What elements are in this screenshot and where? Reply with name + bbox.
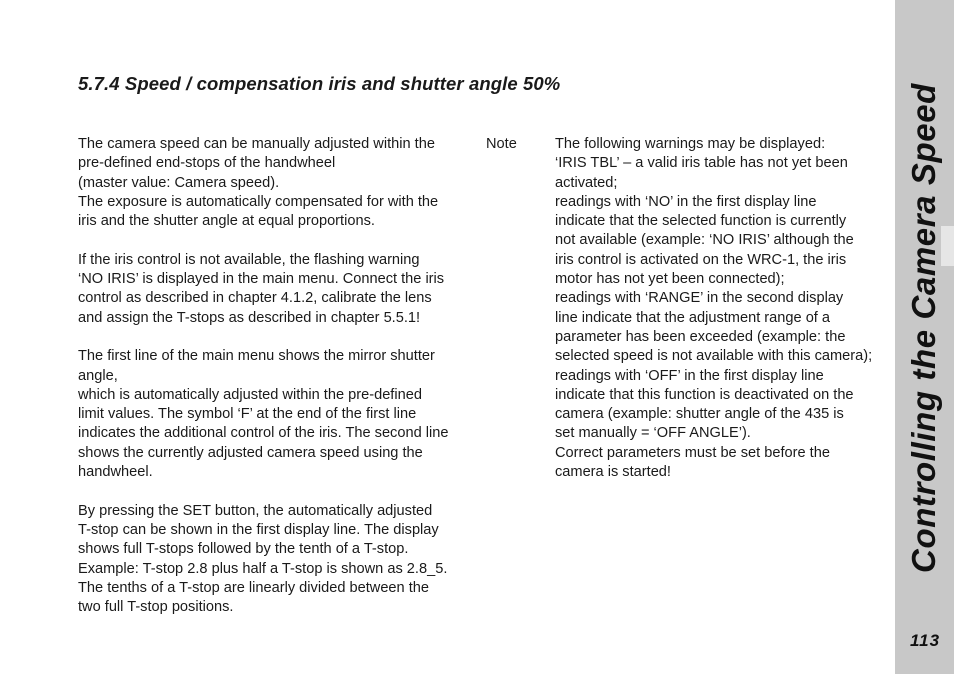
note-label: Note — [486, 136, 517, 152]
main-text-column — [78, 135, 478, 617]
page-number: 113 — [909, 631, 941, 650]
note-text: The following warnings may be displayed: ‘IRIS TBL’ – a valid iris table has not yet been activated; readings with ‘NO’ in the first display line indicate that the selected function is currently not available (example: ‘NO IRIS’ although the iris control is activated on the WRC-1, the iris motor has not yet been connected); readings with ‘RANGE’ in the second display line indicate that the adjustment range of a parameter has been exceeded (example: the selected speed is not available with this camera); readings with ‘OFF’ in the first display line indicate that this function is deactivated on the camera (example: shutter angle of the 435 is set manually = ‘OFF ANGLE’). Correct parameters must be set before the camera is started! — [555, 136, 873, 481]
paragraph-camera-speed: The camera speed can be manually adjusted within the pre-defined end-stops of the handwheel (master value: Camera speed). The exposure is automatically compensated for with the iris and the shutter angle at equal proportions. — [78, 136, 439, 230]
chapter-title: Controlling the Camera Speed — [905, 83, 942, 573]
paragraph-set-button: By pressing the SET button, the automatically adjusted T-stop can be shown in the first display line. The display shows full T-stops followed by the tenth of a T-stop. Example: T-stop 2.8 plus half a T-stop is shown as 2.8_5. The tenths of a T-stop are linearly divided between the two full T-stop positions. — [78, 502, 448, 616]
section-heading: 5.7.4 Speed / compensation iris and shutter angle 50% — [78, 73, 561, 94]
paragraph-iris-control: If the iris control is not available, the flashing warning ‘NO IRIS’ is displayed in the main menu. Connect the iris control as described in chapter 4.1.2, calibrate the lens and assign the T-stops as described in chapter 5.5.1! — [78, 251, 445, 326]
paragraph-main-menu: The first line of the main menu shows the mirror shutter angle, which is automatically adjusted within the pre-defined limit values. The symbol ‘F’ at the end of the first line indicates the additional control of the iris. The second line shows the currently adjusted camera speed using the handwheel. — [78, 348, 449, 481]
